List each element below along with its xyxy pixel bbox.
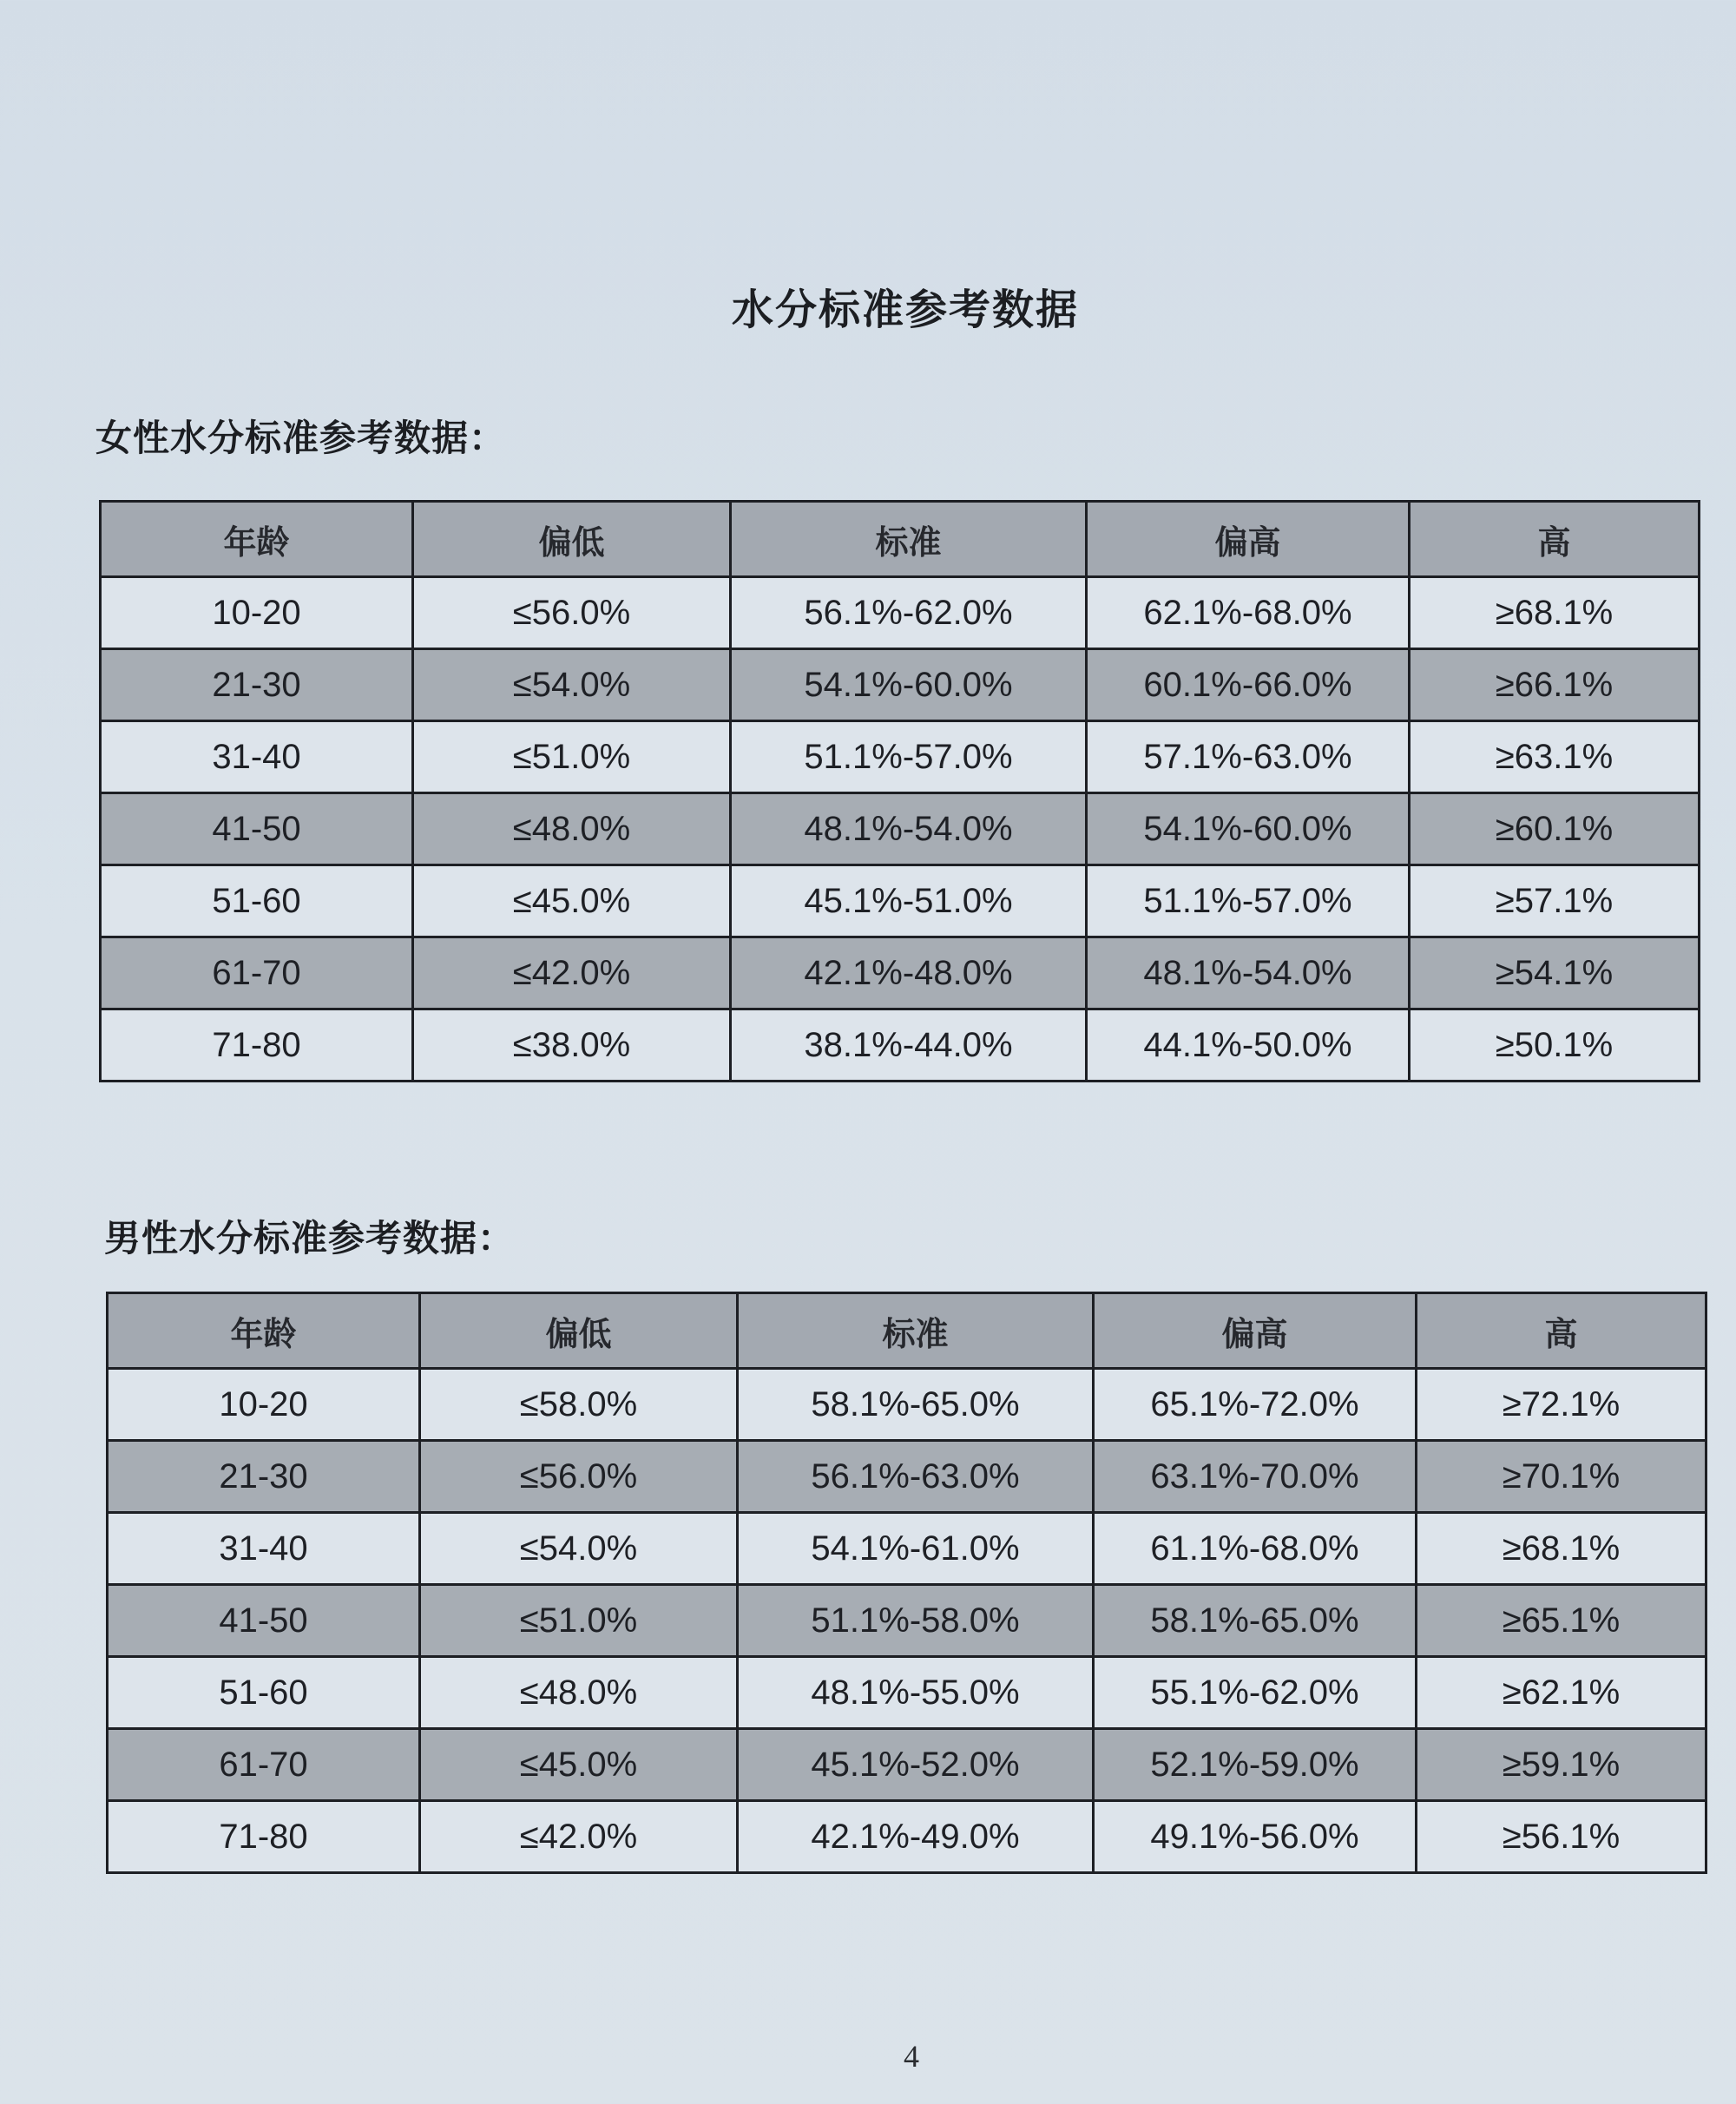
- cell-age: 10-20: [108, 1369, 420, 1441]
- header-standard: 标准: [738, 1293, 1094, 1369]
- cell-low: ≤45.0%: [420, 1729, 738, 1801]
- cell-high: ≥59.1%: [1417, 1729, 1706, 1801]
- cell-high-ish: 61.1%-68.0%: [1094, 1513, 1417, 1585]
- cell-age: 61-70: [108, 1729, 420, 1801]
- cell-low: ≤56.0%: [413, 577, 731, 649]
- cell-high: ≥57.1%: [1410, 865, 1700, 937]
- cell-high: ≥56.1%: [1417, 1801, 1706, 1873]
- cell-high-ish: 51.1%-57.0%: [1087, 865, 1410, 937]
- table-row: [101, 865, 1700, 937]
- cell-age: 41-50: [108, 1585, 420, 1657]
- cell-low: ≤42.0%: [413, 937, 731, 1009]
- table-row: [101, 649, 1700, 721]
- cell-high-ish: 57.1%-63.0%: [1087, 721, 1410, 793]
- header-high: 高: [1410, 502, 1700, 577]
- page-title: 水分标准参考数据: [731, 286, 1079, 334]
- cell-standard: 45.1%-52.0%: [738, 1729, 1094, 1801]
- table-row: [101, 793, 1700, 865]
- cell-high-ish: 65.1%-72.0%: [1094, 1369, 1417, 1441]
- cell-high-ish: 44.1%-50.0%: [1087, 1009, 1410, 1082]
- cell-high: ≥65.1%: [1417, 1585, 1706, 1657]
- table-row: [108, 1657, 1706, 1729]
- cell-age: 51-60: [101, 865, 413, 937]
- cell-high-ish: 49.1%-56.0%: [1094, 1801, 1417, 1873]
- cell-high-ish: 55.1%-62.0%: [1094, 1657, 1417, 1729]
- cell-age: 21-30: [101, 649, 413, 721]
- header-high: 高: [1417, 1293, 1706, 1369]
- table-row: [101, 577, 1700, 649]
- cell-age: 31-40: [101, 721, 413, 793]
- header-age: 年龄: [108, 1293, 420, 1369]
- table-row: [108, 1801, 1706, 1873]
- cell-standard: 54.1%-61.0%: [738, 1513, 1094, 1585]
- cell-low: ≤48.0%: [413, 793, 731, 865]
- cell-high: ≥60.1%: [1410, 793, 1700, 865]
- table-row: [108, 1585, 1706, 1657]
- cell-age: 61-70: [101, 937, 413, 1009]
- table-row: [108, 1369, 1706, 1441]
- cell-standard: 51.1%-58.0%: [738, 1585, 1094, 1657]
- cell-high: ≥68.1%: [1410, 577, 1700, 649]
- cell-standard: 38.1%-44.0%: [731, 1009, 1087, 1082]
- male-section-title: 男性水分标准参考数据：: [104, 1217, 516, 1259]
- header-low: 偏低: [413, 502, 731, 577]
- cell-high-ish: 60.1%-66.0%: [1087, 649, 1410, 721]
- cell-low: ≤56.0%: [420, 1441, 738, 1513]
- female-water-table: [99, 500, 1700, 1082]
- cell-low: ≤51.0%: [420, 1585, 738, 1657]
- header-high-ish: 偏高: [1087, 502, 1410, 577]
- cell-standard: 58.1%-65.0%: [738, 1369, 1094, 1441]
- cell-age: 31-40: [108, 1513, 420, 1585]
- header-age: 年龄: [101, 502, 413, 577]
- cell-high: ≥70.1%: [1417, 1441, 1706, 1513]
- cell-high: ≥50.1%: [1410, 1009, 1700, 1082]
- cell-low: ≤42.0%: [420, 1801, 738, 1873]
- cell-high-ish: 62.1%-68.0%: [1087, 577, 1410, 649]
- cell-high: ≥62.1%: [1417, 1657, 1706, 1729]
- table-row: [101, 721, 1700, 793]
- cell-age: 71-80: [108, 1801, 420, 1873]
- cell-age: 10-20: [101, 577, 413, 649]
- cell-age: 41-50: [101, 793, 413, 865]
- cell-high: ≥72.1%: [1417, 1369, 1706, 1441]
- cell-low: ≤48.0%: [420, 1657, 738, 1729]
- cell-high: ≥63.1%: [1410, 721, 1700, 793]
- cell-standard: 54.1%-60.0%: [731, 649, 1087, 721]
- cell-age: 21-30: [108, 1441, 420, 1513]
- cell-age: 51-60: [108, 1657, 420, 1729]
- table-header-row: [108, 1293, 1706, 1369]
- cell-high-ish: 52.1%-59.0%: [1094, 1729, 1417, 1801]
- cell-standard: 48.1%-55.0%: [738, 1657, 1094, 1729]
- header-standard: 标准: [731, 502, 1087, 577]
- cell-high: ≥68.1%: [1417, 1513, 1706, 1585]
- cell-high-ish: 54.1%-60.0%: [1087, 793, 1410, 865]
- cell-high: ≥54.1%: [1410, 937, 1700, 1009]
- cell-standard: 51.1%-57.0%: [731, 721, 1087, 793]
- table-row: [108, 1513, 1706, 1585]
- cell-standard: 42.1%-49.0%: [738, 1801, 1094, 1873]
- cell-low: ≤51.0%: [413, 721, 731, 793]
- table-row: [101, 937, 1700, 1009]
- table-row: [108, 1441, 1706, 1513]
- cell-high-ish: 48.1%-54.0%: [1087, 937, 1410, 1009]
- page-number: 4: [904, 2039, 919, 2074]
- cell-low: ≤54.0%: [413, 649, 731, 721]
- cell-low: ≤58.0%: [420, 1369, 738, 1441]
- female-section-title: 女性水分标准参考数据：: [95, 417, 507, 459]
- male-water-table: [106, 1292, 1707, 1874]
- cell-low: ≤54.0%: [420, 1513, 738, 1585]
- table-row: [101, 1009, 1700, 1082]
- table-header-row: [101, 502, 1700, 577]
- cell-standard: 45.1%-51.0%: [731, 865, 1087, 937]
- header-high-ish: 偏高: [1094, 1293, 1417, 1369]
- cell-low: ≤38.0%: [413, 1009, 731, 1082]
- cell-standard: 48.1%-54.0%: [731, 793, 1087, 865]
- cell-high-ish: 63.1%-70.0%: [1094, 1441, 1417, 1513]
- cell-standard: 56.1%-63.0%: [738, 1441, 1094, 1513]
- cell-age: 71-80: [101, 1009, 413, 1082]
- cell-low: ≤45.0%: [413, 865, 731, 937]
- cell-standard: 42.1%-48.0%: [731, 937, 1087, 1009]
- cell-high: ≥66.1%: [1410, 649, 1700, 721]
- cell-standard: 56.1%-62.0%: [731, 577, 1087, 649]
- cell-high-ish: 58.1%-65.0%: [1094, 1585, 1417, 1657]
- table-row: [108, 1729, 1706, 1801]
- header-low: 偏低: [420, 1293, 738, 1369]
